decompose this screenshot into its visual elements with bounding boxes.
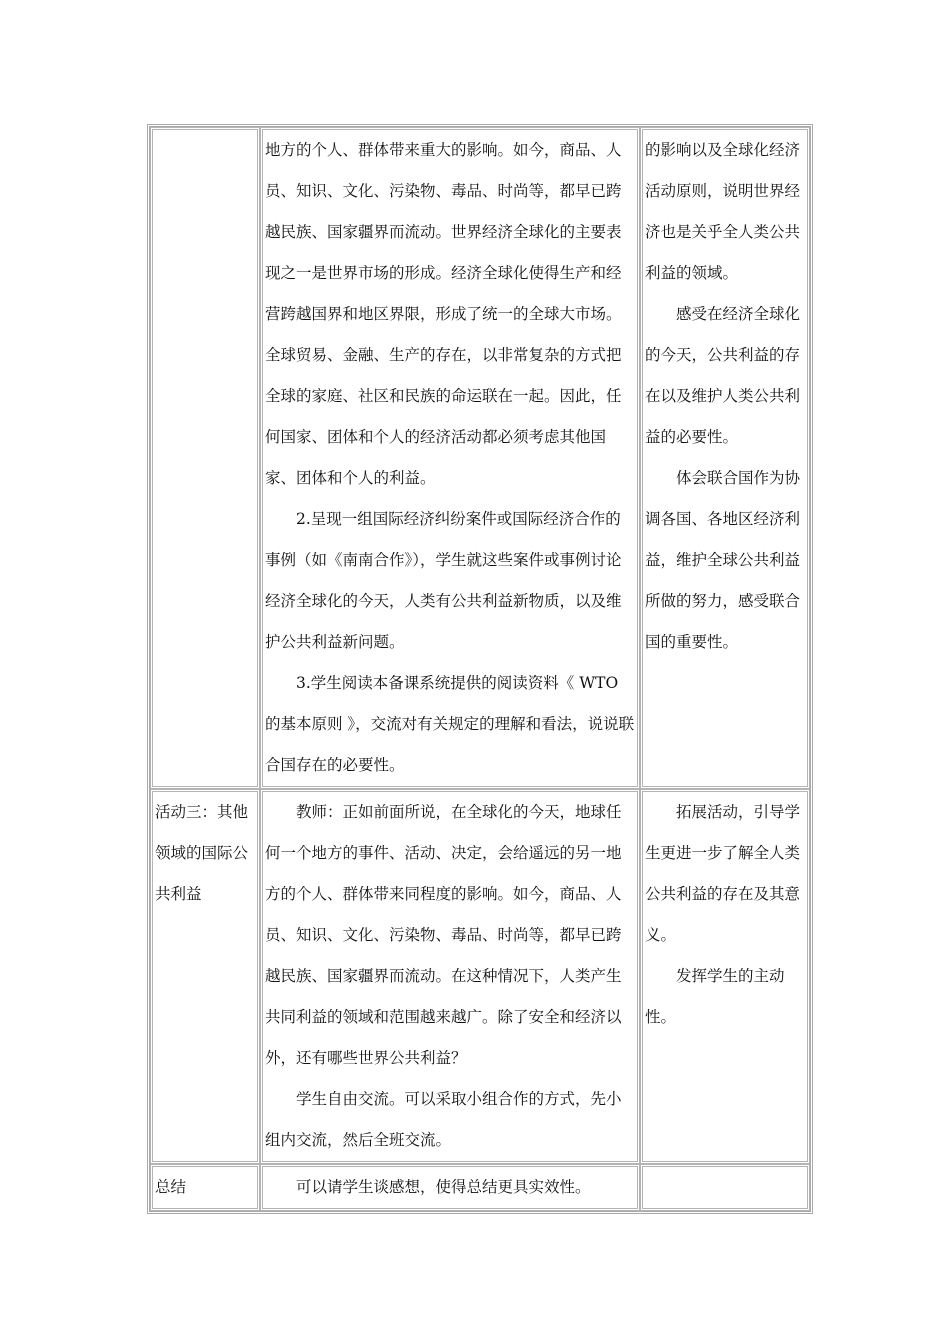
activity-label-cell: [150, 789, 260, 1164]
activity-label-cell: [150, 127, 260, 789]
activity-label: 总结: [155, 1178, 187, 1196]
design-intent-cell: [640, 127, 810, 789]
note-paragraph: 拓展活动，引导学生更进一步了解全人类公共利益的存在及其意义。: [645, 803, 801, 944]
table-row: [150, 789, 810, 1164]
note-paragraph: 的影响以及全球化经济活动原则，说明世界经济也是关乎全人类公共利益的领域。: [645, 141, 801, 282]
activity-label: 活动三：其他领域的国际公共利益: [155, 803, 249, 903]
lesson-plan-table: [147, 124, 813, 1214]
activity-content-cell: [260, 127, 640, 789]
note-paragraph: 感受在经济全球化的今天，公共利益的存在以及维护人类公共利益的必要性。: [645, 305, 801, 446]
note-paragraph: 发挥学生的主动性。: [645, 967, 785, 1026]
content-paragraph: 学生自由交流。可以采取小组合作的方式，先小组内交流，然后全班交流。: [265, 1090, 622, 1149]
activity-content-cell: [260, 1164, 640, 1211]
activity-content-cell: [260, 789, 640, 1164]
table-row: [150, 1164, 810, 1211]
content-paragraph: 可以请学生谈感想，使得总结更具实效性。: [296, 1178, 591, 1196]
design-intent-cell: [640, 789, 810, 1164]
activity-label-cell: [150, 1164, 260, 1211]
note-paragraph: 体会联合国作为协调各国、各地区经济利益，维护全球公共利益所做的努力，感受联合国的重要性。: [645, 469, 801, 651]
content-paragraph: 地方的个人、群体带来重大的影响。如今，商品、人员、知识、文化、污染物、毒品、时尚等，都早已跨越民族、国家疆界而流动。世界经济全球化的主要表现之一是世界市场的形成。经济全球化使得生产和经营跨越国界和地区界限，形成了统一的全球大市场。全球贸易、金融、生产的存在，以非常复杂的方式把全球的家庭、社区和民族的命运联在一起。因此，任何国家、团体和个人的经济活动都必须考虑其他国家、团体和个人的利益。: [265, 141, 622, 487]
content-paragraph: 3.学生阅读本备课系统提供的阅读资料《 WTO 的基本原则 》，交流对有关规定的理解和看法，说说联合国存在的必要性。: [265, 674, 635, 774]
content-paragraph: 教师：正如前面所说，在全球化的今天，地球任何一个地方的事件、活动、决定，会给遥远的另一地方的个人、群体带来同程度的影响。如今，商品、人员、知识、文化、污染物、毒品、时尚等，都早已跨越民族、国家疆界而流动。在这种情况下，人类产生共同利益的领域和范围越来越广。除了安全和经济以外，还有哪些世界公共利益？: [265, 803, 622, 1067]
design-intent-cell: [640, 1164, 810, 1211]
table-row: [150, 127, 810, 789]
content-paragraph: 2.呈现一组国际经济纠纷案件或国际经济合作的事例（如《南南合作》），学生就这些案件或事例讨论经济全球化的今天，人类有公共利益新物质，以及维护公共利益新问题。: [265, 510, 622, 651]
